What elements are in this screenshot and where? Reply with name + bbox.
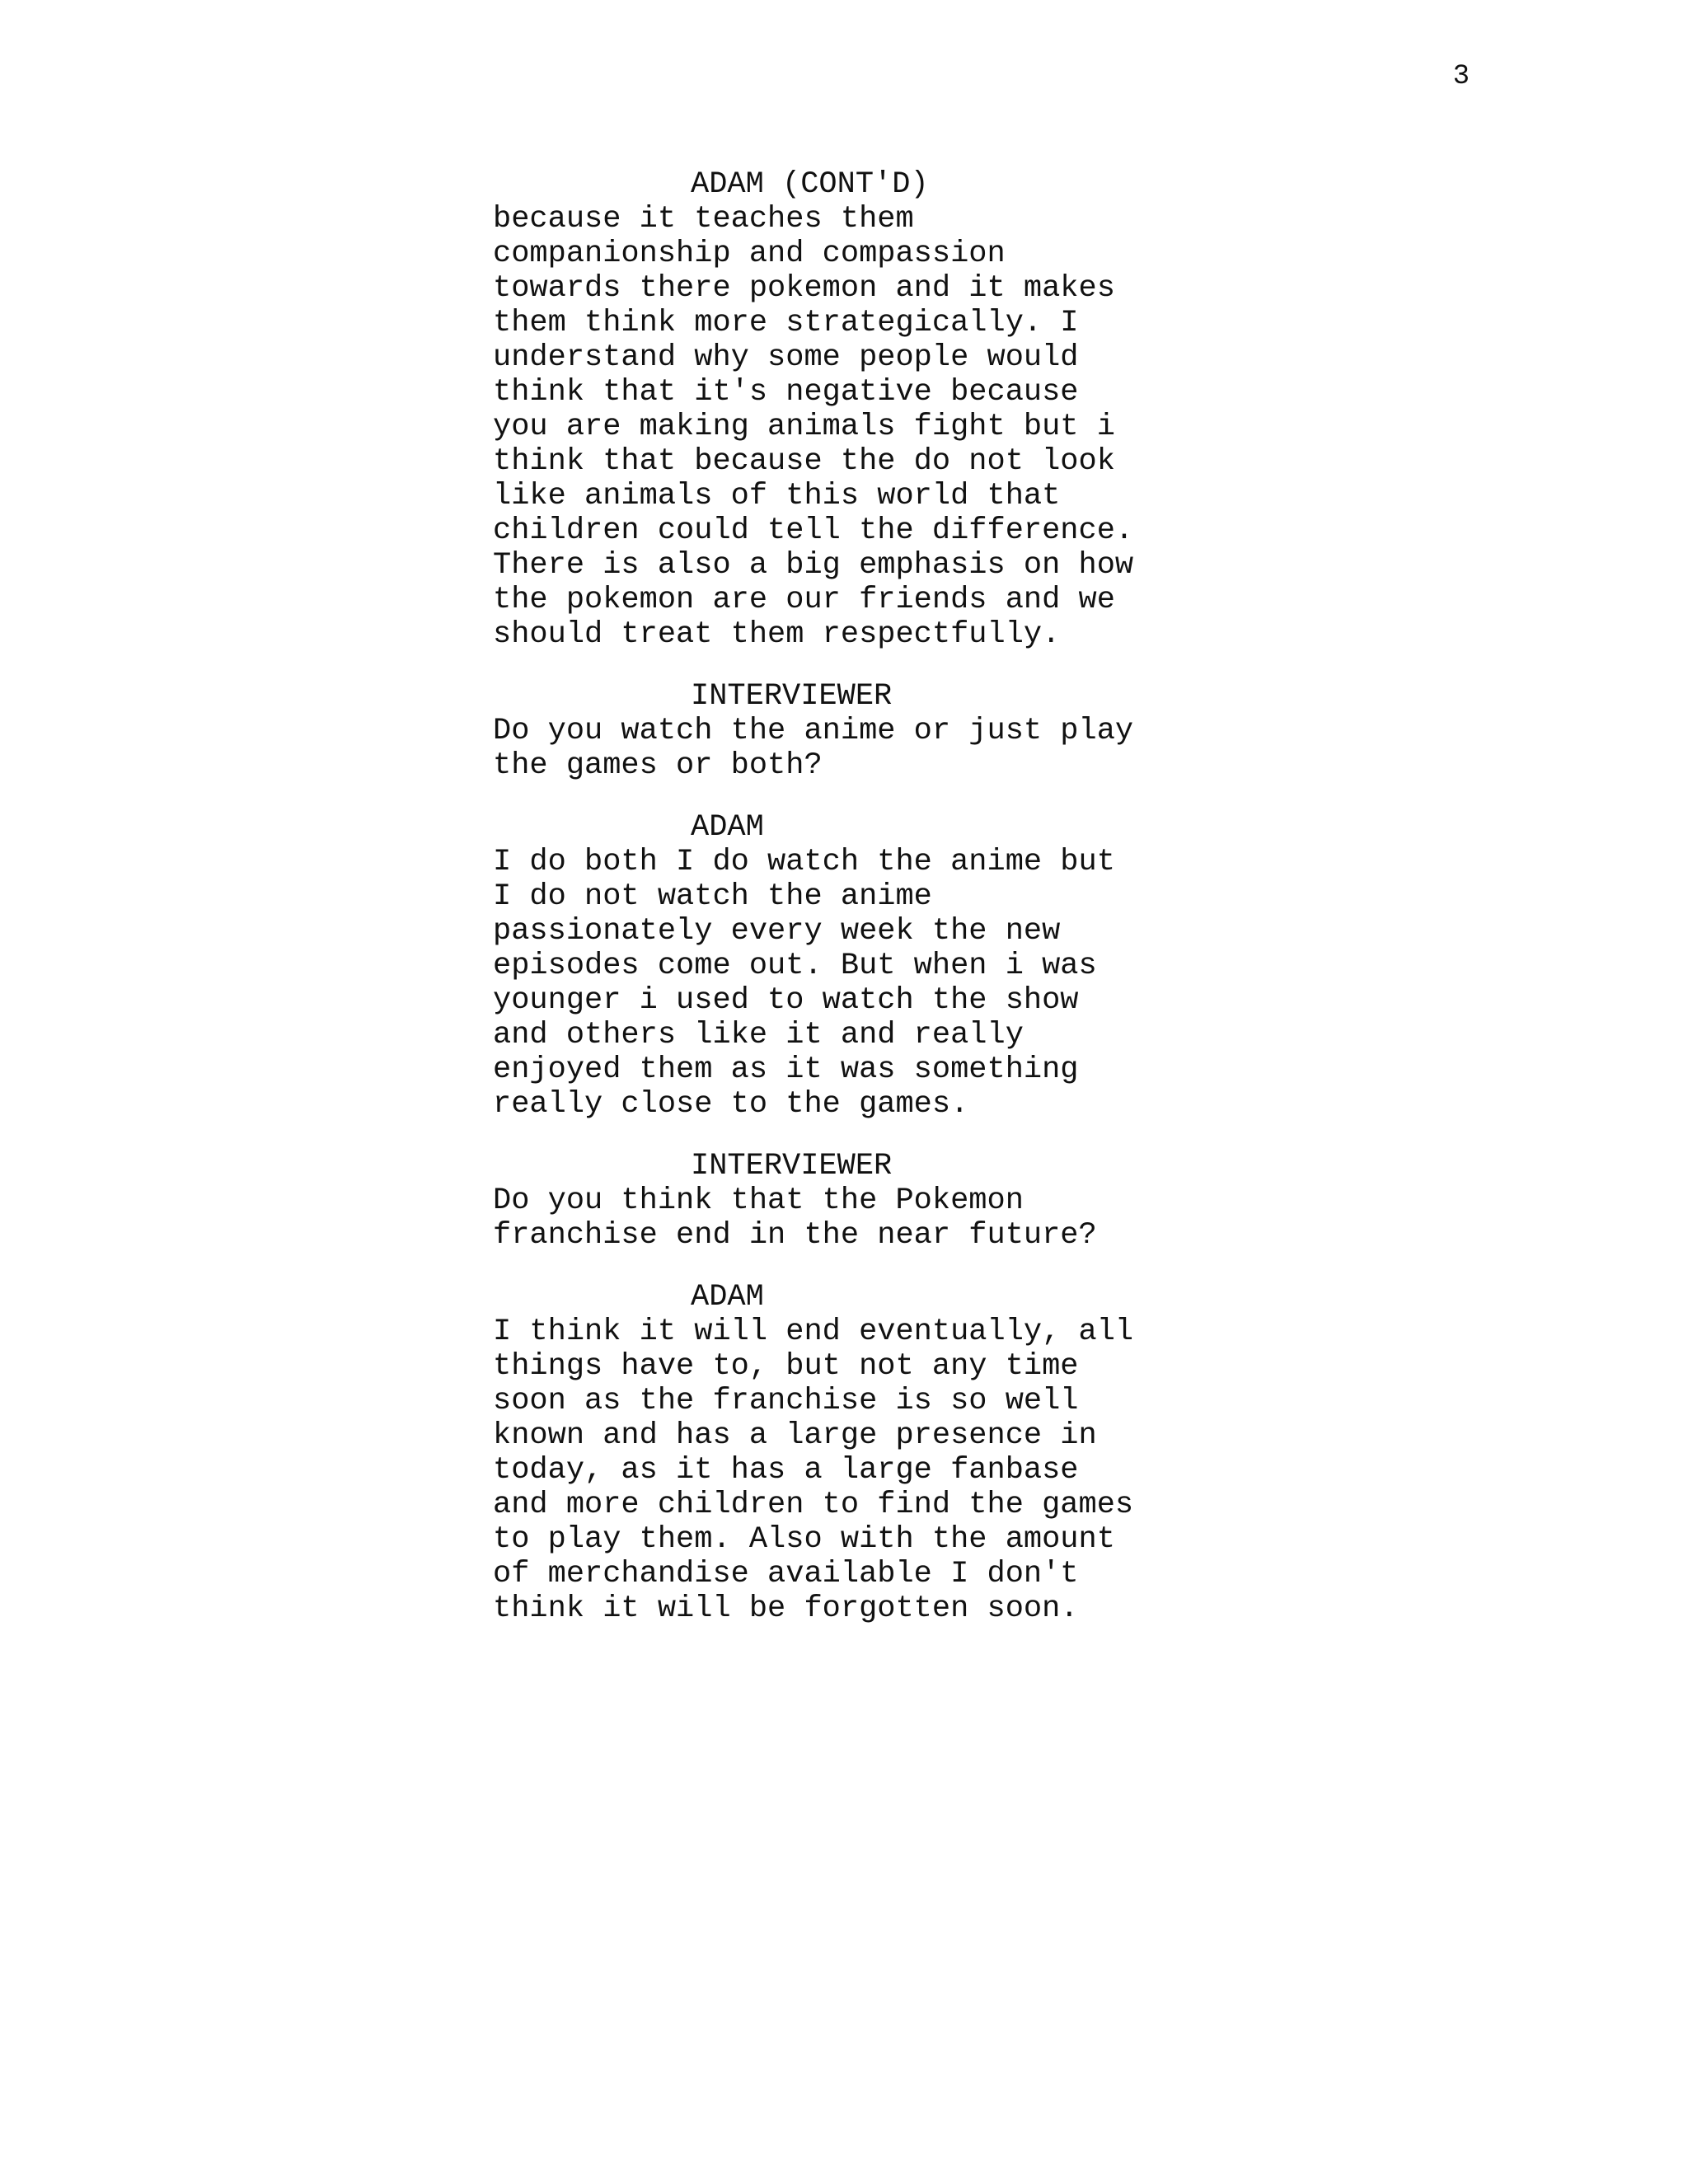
dialogue-line: to play them. Also with the amount [493, 1522, 1115, 1557]
dialogue-line: I do not watch the anime [493, 879, 932, 914]
character-name: ADAM [691, 1280, 764, 1315]
dialogue-line: really close to the games. [493, 1087, 969, 1122]
dialogue-line: the pokemon are our friends and we [493, 583, 1115, 617]
dialogue-line: enjoyed them as it was something [493, 1052, 1079, 1087]
dialogue-line: franchise end in the near future? [493, 1218, 1097, 1253]
dialogue-line: today, as it has a large fanbase [493, 1453, 1079, 1488]
page-number: 3 [1452, 61, 1470, 92]
dialogue-line: like animals of this world that [493, 479, 1061, 513]
character-name: ADAM [691, 810, 764, 845]
dialogue-line: and others like it and really [493, 1018, 1024, 1052]
character-name: INTERVIEWER [691, 679, 893, 714]
dialogue-line: Do you think that the Pokemon [493, 1183, 1024, 1218]
dialogue-line: should treat them respectfully. [493, 617, 1061, 652]
dialogue-line: think that because the do not look [493, 444, 1115, 479]
dialogue-line: I think it will end eventually, all [493, 1315, 1134, 1349]
dialogue-line: episodes come out. But when i was [493, 949, 1097, 983]
dialogue-line: because it teaches them [493, 202, 914, 237]
dialogue-block [493, 679, 1202, 783]
dialogue-line: soon as the franchise is so well [493, 1384, 1079, 1418]
dialogue-line: I do both I do watch the anime but [493, 845, 1115, 879]
dialogue-line: younger i used to watch the show [493, 983, 1079, 1018]
dialogue-line: think that it's negative because [493, 375, 1079, 410]
dialogue-line: the games or both? [493, 748, 823, 783]
dialogue-line: companionship and compassion [493, 237, 1006, 271]
dialogue-line: Do you watch the anime or just play [493, 714, 1134, 748]
dialogue-line: them think more strategically. I [493, 306, 1079, 340]
script-body [493, 167, 1202, 1653]
dialogue-line: think it will be forgotten soon. [493, 1591, 1079, 1626]
dialogue-line: towards there pokemon and it makes [493, 271, 1115, 306]
dialogue-line: children could tell the difference. [493, 513, 1134, 548]
dialogue-line: things have to, but not any time [493, 1349, 1079, 1384]
dialogue-line: and more children to find the games [493, 1488, 1134, 1522]
dialogue-line: known and has a large presence in [493, 1418, 1097, 1453]
dialogue-block [493, 1280, 1202, 1626]
dialogue-line: you are making animals fight but i [493, 410, 1115, 444]
dialogue-line: passionately every week the new [493, 914, 1061, 949]
dialogue-line: There is also a big emphasis on how [493, 548, 1134, 583]
dialogue-block [493, 1149, 1202, 1253]
dialogue-line: of merchandise available I don't [493, 1557, 1079, 1591]
dialogue-line: understand why some people would [493, 340, 1079, 375]
character-name: ADAM (CONT'D) [691, 167, 929, 202]
dialogue-block [493, 167, 1202, 652]
dialogue-block [493, 810, 1202, 1122]
character-name: INTERVIEWER [691, 1149, 893, 1183]
